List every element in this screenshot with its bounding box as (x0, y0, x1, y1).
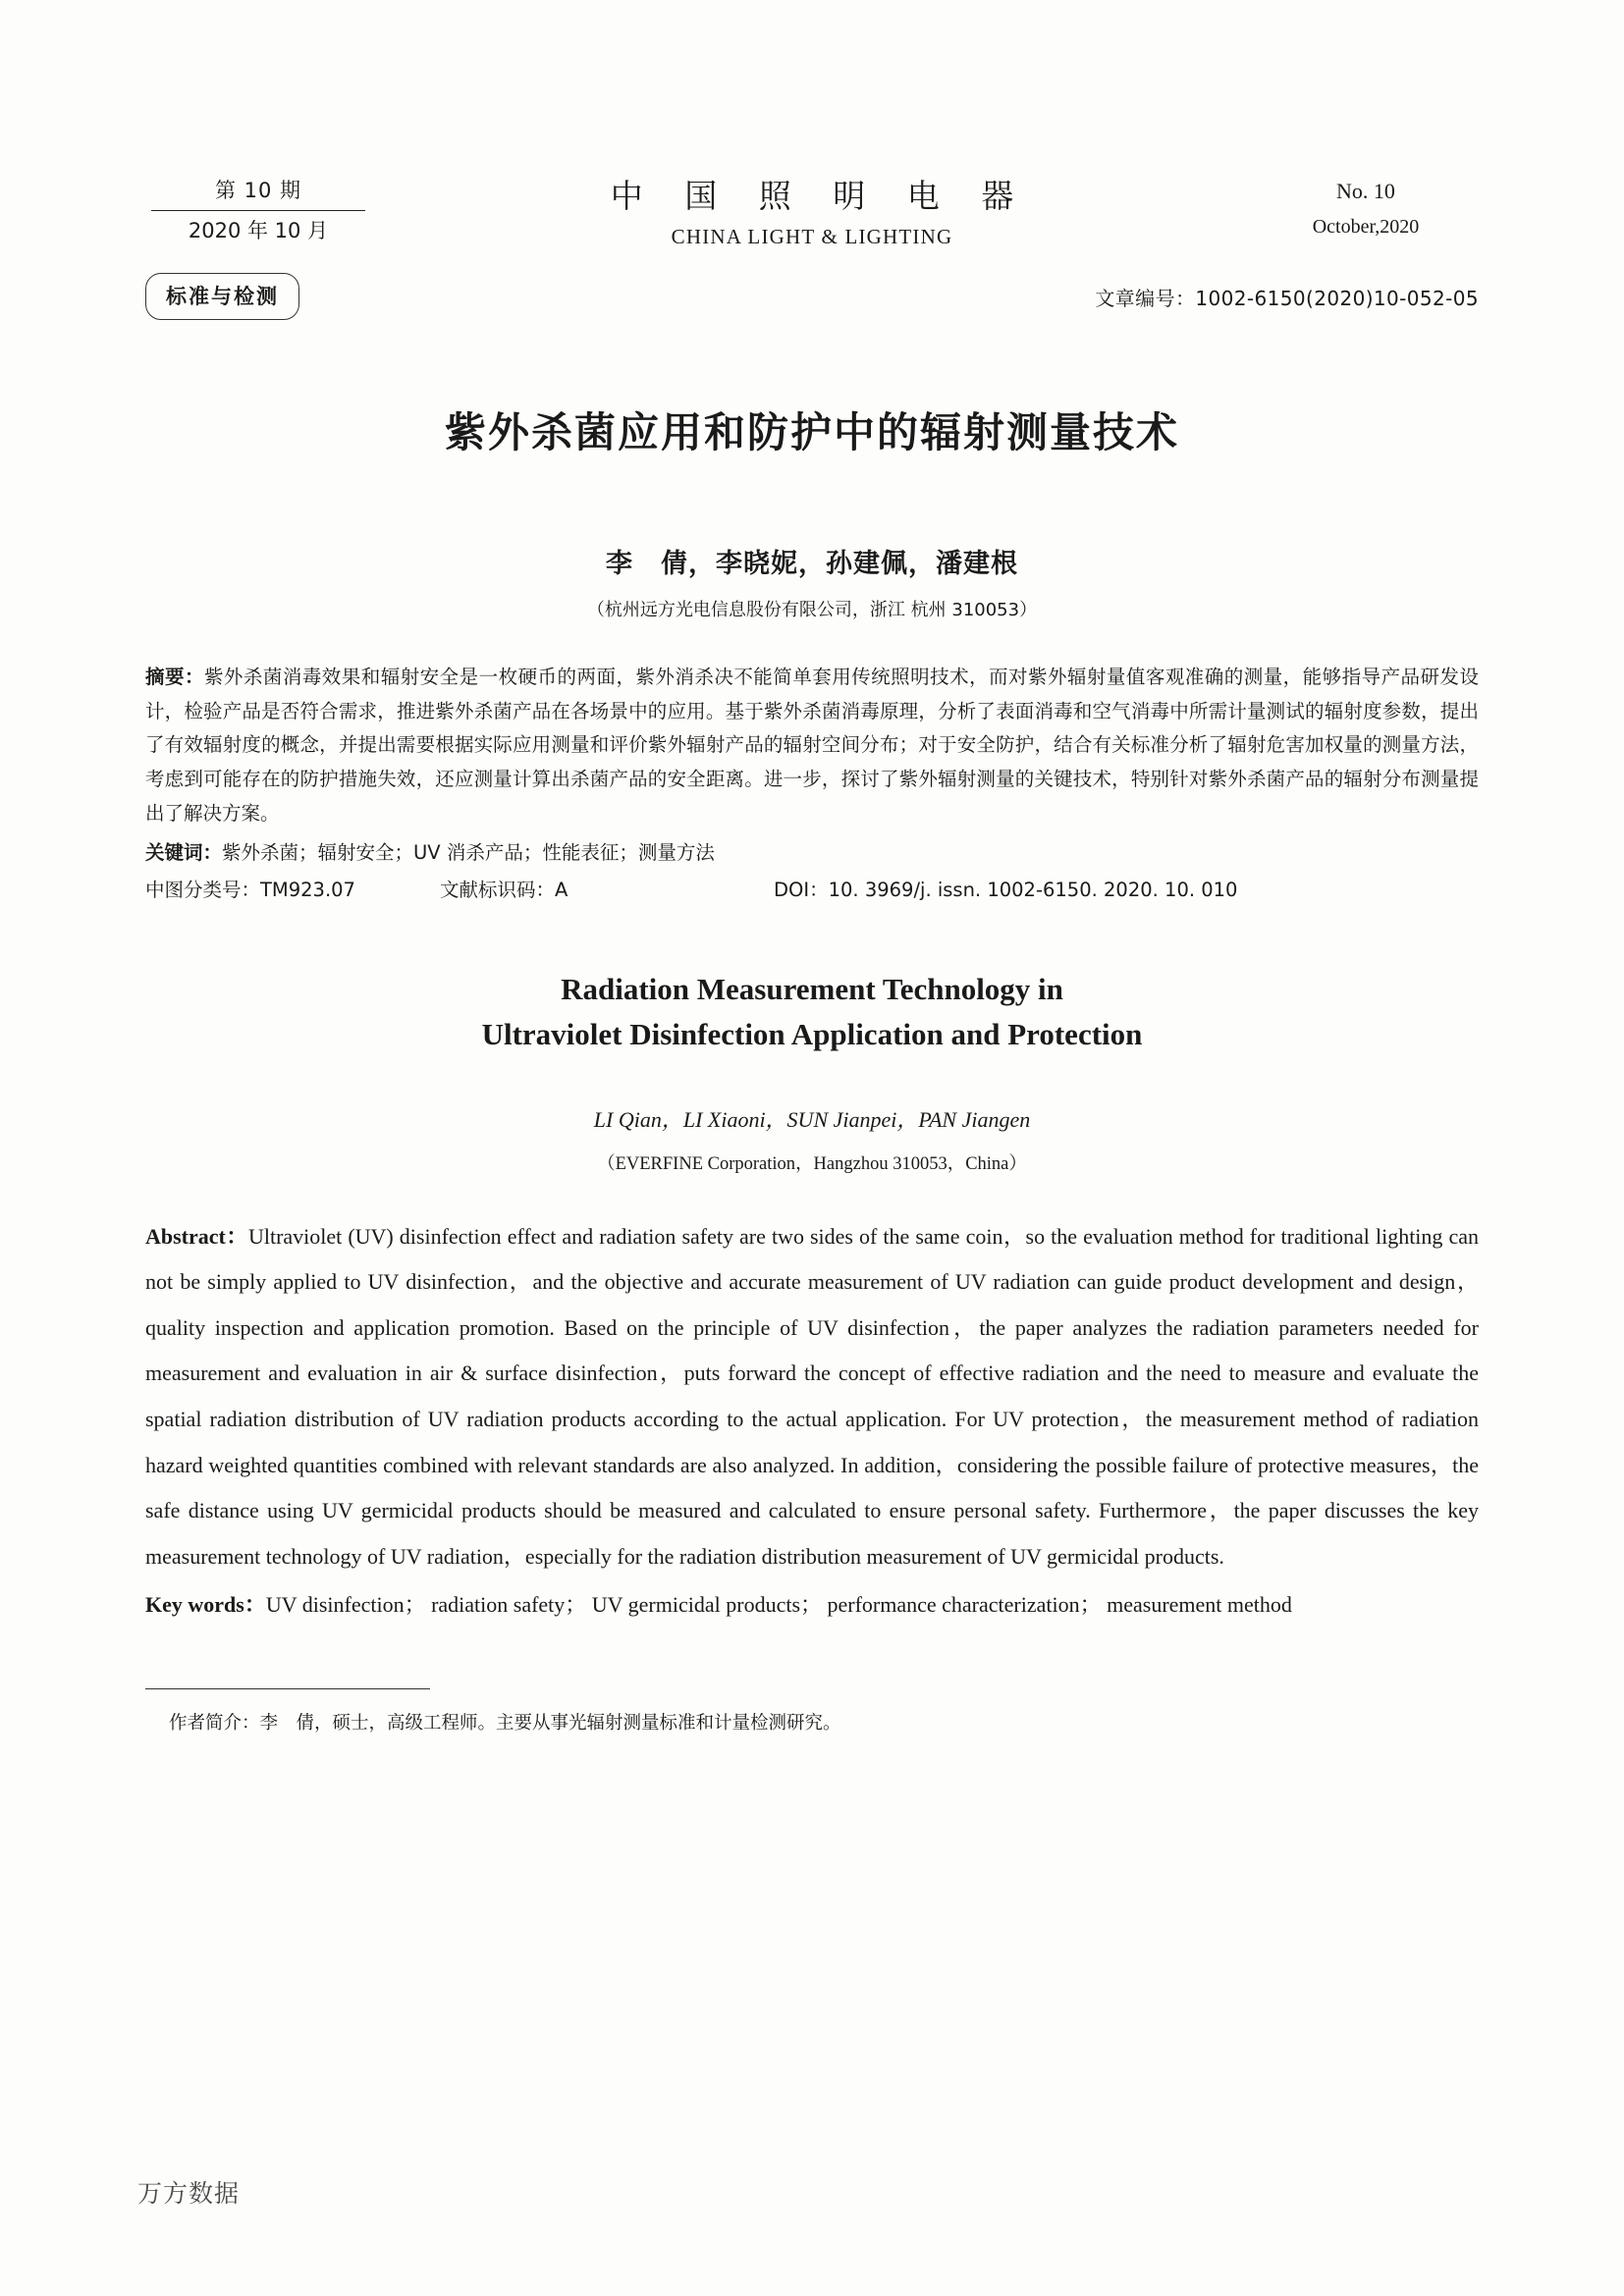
journal-title-cn: 中 国 照 明 电 器 (610, 177, 1030, 215)
abstract-en-label: Abstract： (145, 1223, 248, 1249)
masthead-center (371, 171, 1253, 249)
doi: DOI：10. 3969/j. issn. 1002-6150. 2020. 10. 010 (774, 878, 1238, 901)
abstract-cn-label: 摘要： (145, 666, 204, 688)
watermark: 万方数据 (137, 2179, 241, 2208)
abstract-en-text: Ultraviolet (UV) disinfection effect and radiation safety are two sides of the same coin，so the evaluation method for traditional lighting can not be simply applied to UV disinfection，and the objective and accurate measurement of UV radiation can guide product development and design，quality inspection and application promotion. Based on the principle of UV disinfection，the paper analyzes the radiation parameters needed for measurement and evaluation in air & surface disinfection，puts forward the concept of effective radiation and the need to measure and evaluate the spatial radiation distribution of UV radiation products according to the actual application. For UV protection，the measurement method of radiation hazard weighted quantities combined with relevant standards are also analyzed. In addition，considering the possible failure of protective measures，the safe distance using UV germicidal products should be measured and calculated to ensure personal safety. Furthermore，the paper discusses the key measurement technology of UV radiation，especially for the radiation distribution measurement of UV germicidal products. (145, 1223, 1479, 1569)
keywords-en-label: Key words： (145, 1591, 266, 1617)
keywords-cn-text: 紫外杀菌；辐射安全；UV 消杀产品；性能表征；测量方法 (222, 840, 715, 864)
clc-number: 中图分类号：TM923.07 (145, 878, 355, 901)
page-title-en-line2: Ultraviolet Disinfection Application and Protection (481, 1017, 1143, 1052)
section-badge: 标准与检测 (145, 273, 299, 320)
issue-number-cn: 第 10 期 (214, 179, 302, 202)
masthead-divider (151, 210, 365, 211)
abstract-cn (145, 661, 1479, 831)
article-number: 文章编号：1002-6150(2020)10-052-05 (1095, 286, 1479, 310)
footnote-area (145, 1688, 1479, 1735)
authors-en: LI Qian，LI Xiaoni，SUN Jianpei，PAN Jiangen (593, 1106, 1031, 1132)
keywords-cn (145, 837, 1479, 865)
issue-number-en: No. 10 (1336, 179, 1395, 203)
document-code: 文献标识码：A (440, 878, 568, 901)
authors-cn: 李 倩，李晓妮，孙建佩，潘建根 (606, 549, 1018, 579)
footnote-divider (145, 1688, 430, 1689)
masthead-right (1253, 175, 1479, 242)
subheader (145, 273, 1479, 320)
classification-row (145, 875, 1479, 902)
keywords-en (145, 1582, 1479, 1629)
affiliation-en: （EVERFINE Corporation，Hangzhou 310053，China） (597, 1153, 1027, 1174)
page-content (145, 175, 1479, 1735)
page-title-en-line1: Radiation Measurement Technology in (561, 971, 1063, 1006)
author-bio-footnote: 作者简介：李 倩，硕士，高级工程师。主要从事光辐射测量标准和计量检测研究。 (169, 1713, 841, 1735)
masthead (145, 175, 1479, 259)
issue-date-en: October,2020 (1312, 216, 1420, 239)
page-title-cn: 紫外杀菌应用和防护中的辐射测量技术 (444, 408, 1179, 456)
abstract-cn-text: 紫外杀菌消毒效果和辐射安全是一枚硬币的两面，紫外消杀决不能简单套用传统照明技术，而对紫外辐射量值客观准确的测量，能够指导产品研发设计，检验产品是否符合需求，推进紫外杀菌产品在各场景中的应用。基于紫外杀菌消毒原理，分析了表面消毒和空气消毒中所需计量测试的辐射度参数，提出了有效辐射度的概念，并提出需要根据实际应用测量和评价紫外辐射产品的辐射空间分布；对于安全防护，结合有关标准分析了辐射危害加权量的测量方法，考虑到可能存在的防护措施失效，还应测量计算出杀菌产品的安全距离。进一步，探讨了紫外辐射测量的关键技术，特别针对紫外杀菌产品的辐射分布测量提出了解决方案。 (145, 666, 1479, 825)
issue-date-cn: 2020 年 10 月 (188, 218, 329, 242)
journal-title-en: CHINA LIGHT & LIGHTING (671, 225, 953, 248)
affiliation-cn: （杭州远方光电信息股份有限公司，浙江 杭州 310053） (586, 600, 1038, 620)
abstract-en (145, 1214, 1479, 1580)
keywords-en-text: UV disinfection； radiation safety； UV germicidal products； performance characterization； measurement method (265, 1591, 1292, 1617)
keywords-cn-label: 关键词： (145, 840, 223, 864)
page-title-en (145, 967, 1479, 1058)
masthead-left (145, 175, 371, 246)
